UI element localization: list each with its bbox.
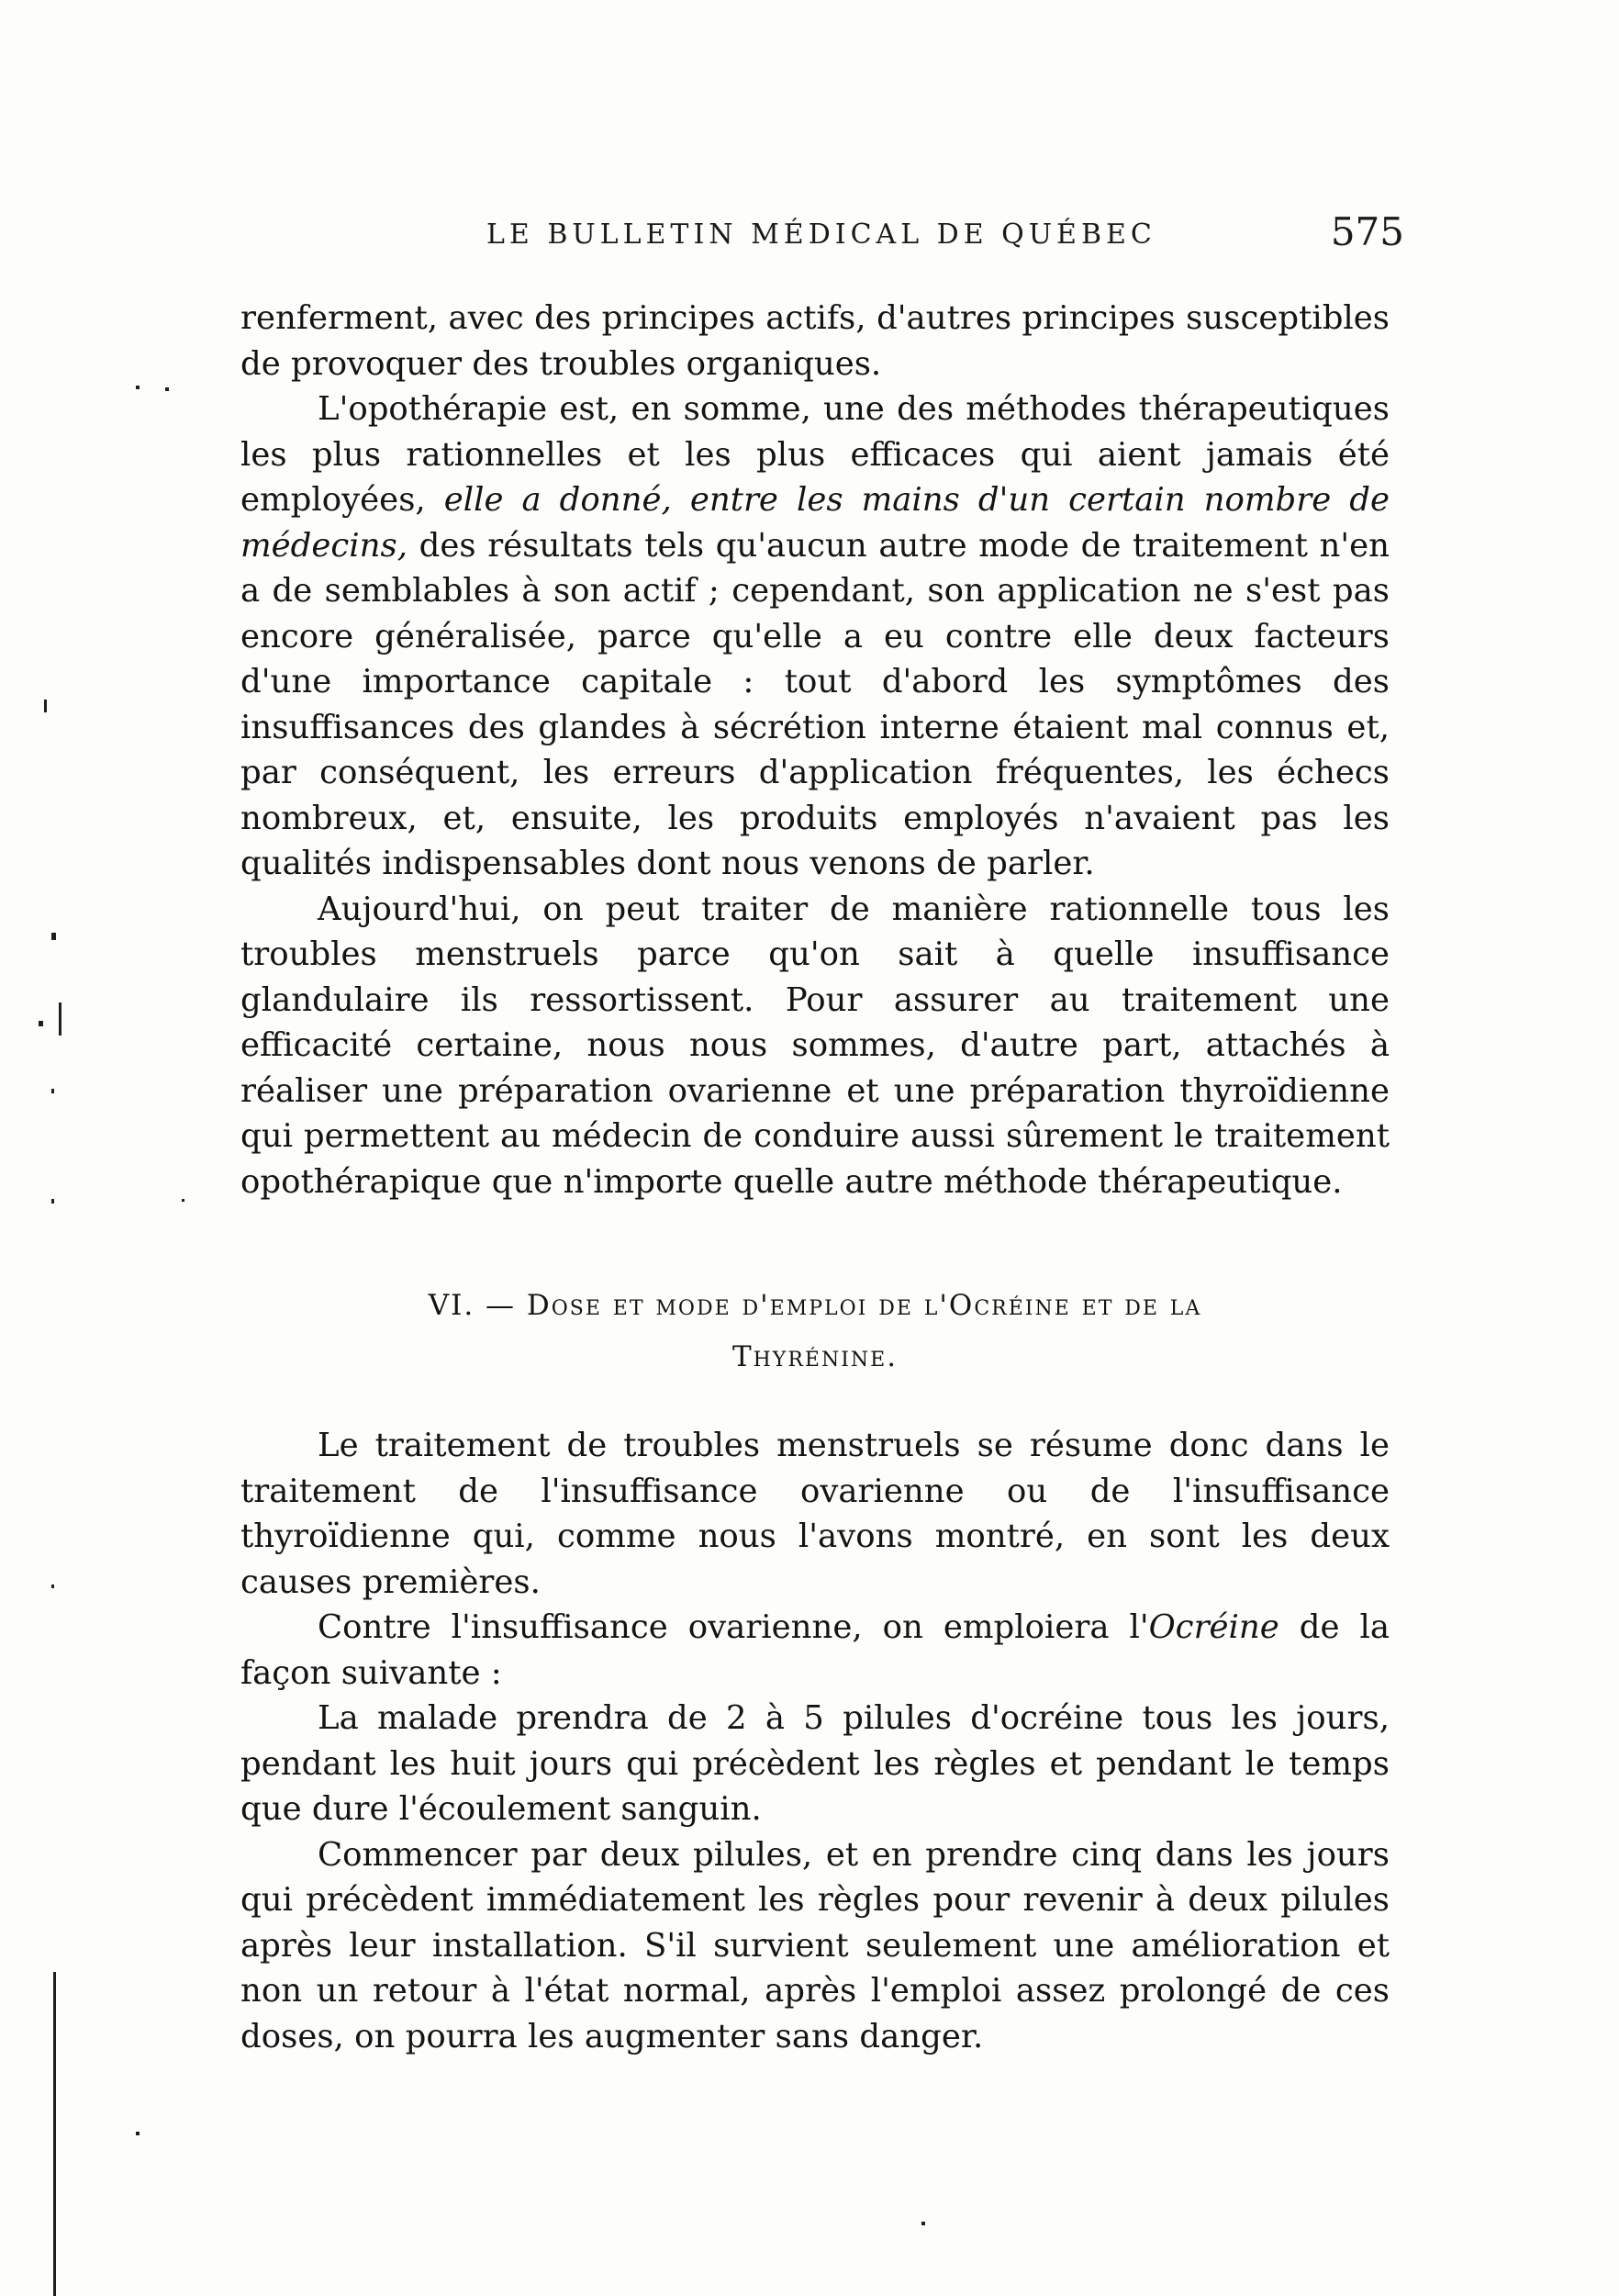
scan-speck [51, 1585, 54, 1588]
paragraph-ovarian [240, 1605, 1390, 1696]
paragraph-continuation: renferment, avec des principes actifs, d'autres principes susceptibles de provoquer des troubles organiques. [240, 299, 1390, 383]
paragraph-opotherapy [240, 386, 1390, 887]
product-name: Ocréine [1148, 1608, 1279, 1646]
scan-speck [51, 933, 56, 940]
paragraph-today: Aujourd'hui, on peut traiter de manière rationnelle tous les troubles menstruels parce qu'on sait à quelle insuffisance glandulaire ils ressortissent. Pour assurer au traitement une efficacité certaine, nous nous sommes, d'autre part, attachés à réaliser une préparation ovarienne et une préparation thyroïdienne qui permettent au médecin de conduire aussi sûrement le traitement opothérapique que n'importe quelle autre méthode thérapeutique. [240, 890, 1390, 1201]
scan-speck [136, 2132, 140, 2135]
section-heading-line-2: Thyrénine. [731, 1340, 899, 1373]
scan-speck [165, 387, 169, 391]
paragraph-text: L'opothérapie est, en somme, une des méthodes thérapeutiques les plus rationnelles et les plus efficaces qui aient jamais été employées, [240, 390, 1390, 519]
section-heading-line-1: VI. — Dose et mode d'emploi de l'Ocréine et de la [428, 1289, 1202, 1322]
paragraph-text: de la façon suivante : [240, 1608, 1390, 1692]
paragraph-treatment: Le traitement de troubles menstruels se résume donc dans le traitement de l'insuffisance ovarienne ou de l'insuffisance thyroïdienne qui, comme nous l'avons montré, en sont les deux causes premières. [240, 1427, 1390, 1601]
italic-phrase: elle a donné, entre les mains d'un certain nombre de médecins, [240, 481, 1390, 565]
scan-speck [921, 2222, 925, 2225]
scan-speck [44, 700, 47, 712]
scan-speck [39, 1021, 43, 1026]
page-header [486, 209, 1404, 264]
paragraph-dosage: La malade prendra de 2 à 5 pilules d'ocréine tous les jours, pendant les huit jours qui précèdent les règles et pendant le temps que dure l'écoulement sanguin. [240, 1699, 1390, 1828]
page-number: 575 [1330, 209, 1404, 254]
running-title: LE BULLETIN MÉDICAL DE QUÉBEC [486, 218, 1156, 251]
binding-edge-line [53, 1972, 56, 2296]
scan-speck [59, 1002, 61, 1036]
paragraph-text: des résultats tels qu'aucun autre mode de traitement n'en a de semblables à son actif ; cependant, son application ne s'est pas encore généralisée, parce qu'elle a eu contre elle deux facteurs d'une importance capitale : tout d'abord les symptômes des insuffisances des glandes à sécrétion interne étaient mal connus et, par conséquent, les erreurs d'application fréquentes, les échecs nombreux, et, ensuite, les produits employés n'avaient pas les qualités indispensables dont nous venons de parler. [240, 526, 1390, 882]
scan-speck [136, 386, 140, 389]
scan-speck [182, 1199, 184, 1202]
paragraph-start: Commencer par deux pilules, et en prendre cinq dans les jours qui précèdent immédiatement les règles pour revenir à deux pilules après leur installation. S'il survient seulement une amélioration et non un retour à l'état normal, après l'emploi assez prolongé de ces doses, on pourra les augmenter sans danger. [240, 1835, 1390, 2055]
text-block-dosage [240, 1423, 1390, 2059]
scan-speck [51, 1089, 54, 1093]
section-heading [240, 1280, 1390, 1383]
scan-speck [51, 1199, 54, 1204]
paragraph-text: Contre l'insuffisance ovarienne, on emploiera l' [318, 1608, 1149, 1646]
text-block-opotherapy [240, 296, 1390, 1204]
